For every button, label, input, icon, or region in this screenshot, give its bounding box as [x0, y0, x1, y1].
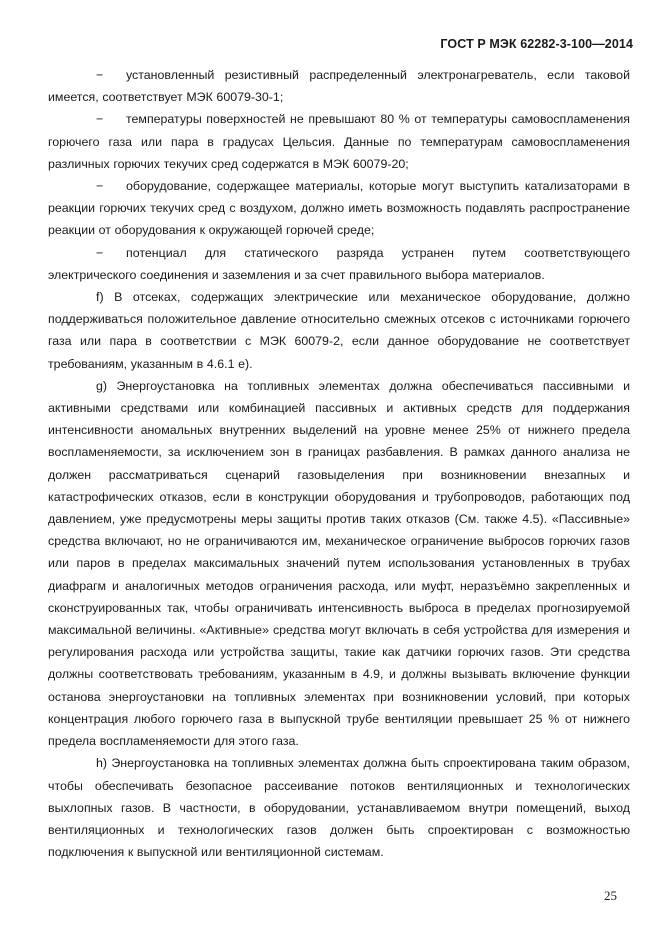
- dash-bullet: −: [96, 179, 104, 194]
- list-item-text: установленный резистивный распределенный электронагреватель, если таковой имеется, соответствует МЭК 60079-30-1;: [48, 68, 630, 105]
- list-item: [48, 242, 630, 286]
- paragraph-f: f) В отсеках, содержащих электрические или механическое оборудование, должно поддерживаться положительное давление относительно смежных отсеков с источниками горючего газа или пара в соответствии с МЭК 60079-2, если данное оборудование не соответствует требованиям, указанным в 4.6.1 е).: [48, 290, 630, 371]
- list-item: [48, 108, 630, 175]
- list-item: [48, 64, 630, 108]
- list-item-text: температуры поверхностей не превышают 80 % от температуры самовоспламенения горючего газа или пара в градусах Цельсия. Данные по температурам самовоспламенения различных горючих текучих сред содержатся в МЭК 60079-20;: [48, 112, 630, 171]
- page-number: 25: [604, 888, 617, 903]
- paragraph-g: g) Энергоустановка на топливных элементах должна обеспечиваться пассивными и активными средствами или комбинацией пассивных и активных средств для поддержания интенсивности аномальных внутренних выделений на уровне менее 25% от нижнего предела воспламеняемости, за исключением зон в границах разбавления. В рамках данного анализа не должен рассматриваться сценарий газовыделения при возникновении внезапных и катастрофических отказов, если в конструкции оборудования и трубопроводов, работающих под давлением, уже предусмотрены меры защиты против таких отказов (См. также 4.5). «Пассивные» средства включают, но не ограничиваются им, механическое ограничение выбросов горючих газов или паров в пределах максимальных значений путем использования установленных в трубах диафрагм и аналогичных методов ограничения расхода, или муфт, неразъёмно закрепленных и сконструированных так, чтобы ограничивать интенсивность выброса в пределах прогнозируемой максимальной величины. «Активные» средства могут включать в себя устройства для измерения и регулирования расхода или устройства защиты, такие как датчики горючих газов. Эти средства должны соответствовать требованиям, указанным в 4.9, и должны вызывать включение функции останова энергоустановки на топливных элементах при возникновении условий, при которых концентрация любого горючего газа в выпускной трубе вентиляции превышает 25 % от нижнего предела воспламеняемости для этого газа.: [48, 378, 630, 749]
- list-item: [48, 175, 630, 242]
- dash-bullet: −: [96, 245, 104, 260]
- paragraph-h: h) Энергоустановка на топливных элементах должна быть спроектирована таким образом, чтобы обеспечивать безопасное рассеивание потоков вентиляционных и технологических выхлопных газов. В частности, в оборудовании, устанавливаемом внутри помещений, выход вентиляционных и технологических газов должен быть спроектирован с возможностью подключения к выпускной или вентиляционной системам.: [48, 756, 630, 860]
- list-item-text: оборудование, содержащее материалы, которые могут выступить катализаторами в реакции горючих текучих сред с воздухом, должно иметь возможность подавлять распространение реакции от оборудования к окружающей горючей среде;: [48, 179, 630, 238]
- list-item-text: потенциал для статического разряда устранен путем соответствующего электрического соединения и заземления и за счет правильного выбора материалов.: [48, 245, 630, 282]
- page-header-standard-title: ГОСТ Р МЭК 62282-3-100—2014: [440, 37, 633, 51]
- dash-bullet: −: [96, 112, 104, 127]
- document-body: [48, 64, 630, 863]
- dash-bullet: −: [96, 68, 104, 82]
